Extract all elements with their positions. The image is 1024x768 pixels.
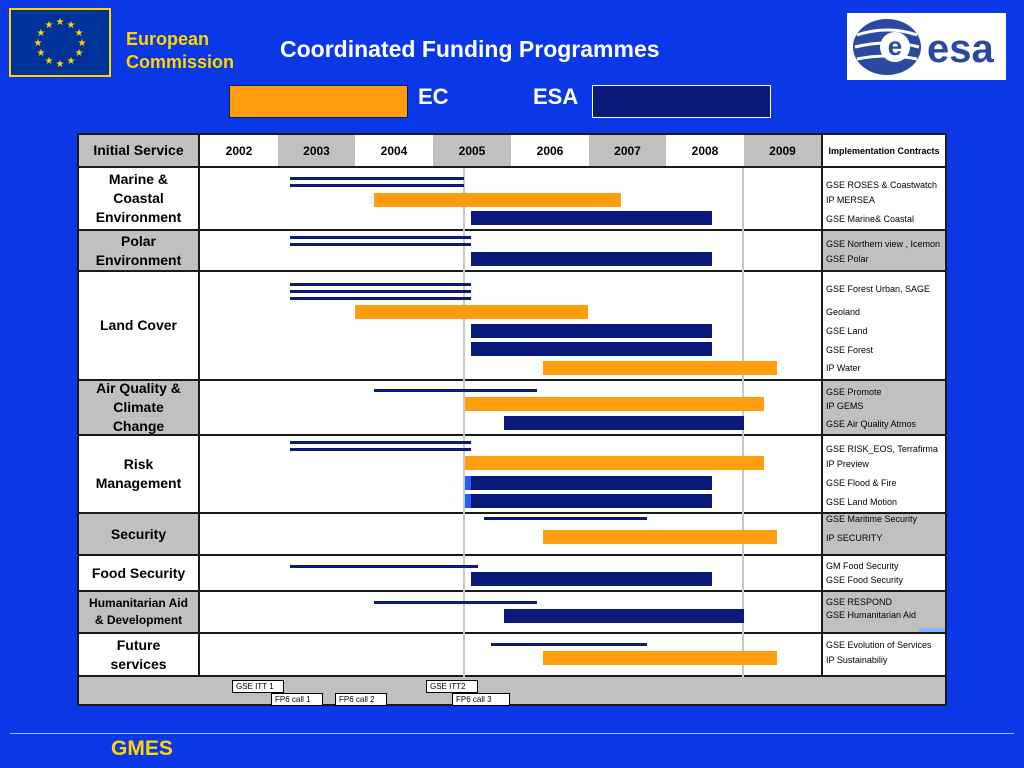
calls-row xyxy=(79,677,945,704)
row-contracts-air-quality xyxy=(821,381,945,436)
row-label-line: Climate xyxy=(113,399,164,415)
year-header: 2006 xyxy=(511,135,589,168)
accent-strip xyxy=(919,628,945,632)
eu-line-1: European xyxy=(126,29,210,49)
contract-label: IP Preview xyxy=(826,459,869,469)
contract-label: GSE RESPOND xyxy=(826,597,893,607)
row-label-line: Coastal xyxy=(113,190,164,206)
contract-label: GSE RISK_EOS, Terrafirma xyxy=(826,444,938,454)
legend-esa-swatch xyxy=(592,85,771,118)
row-label-line: Polar xyxy=(120,232,156,249)
contract-label: GSE Land Motion xyxy=(826,497,898,507)
bar-geoland xyxy=(355,305,588,319)
call-gse-itt-1: GSE ITT 1 xyxy=(232,680,284,693)
contract-label: IP Sustainabiliy xyxy=(826,655,888,665)
contract-label: Geoland xyxy=(826,307,861,317)
bar-ip-security xyxy=(543,530,777,544)
bar-gse-promote xyxy=(374,389,537,392)
contract-label: GSE Flood & Fire xyxy=(826,478,897,488)
call-gse-itt-2: GSE ITT2 xyxy=(426,680,478,693)
svg-text:★: ★ xyxy=(55,59,65,70)
bar-gse-roses-2 xyxy=(290,184,464,187)
row-contracts-future-services xyxy=(821,634,945,677)
year-header: 2003 xyxy=(278,135,355,168)
contract-label: GSE Land xyxy=(826,326,868,336)
svg-text:★: ★ xyxy=(74,48,84,59)
row-label-line: Food Security xyxy=(91,564,186,581)
row-label-line: Environment xyxy=(95,209,182,225)
row-label-food-security xyxy=(79,556,200,592)
row-label-line: Air Quality & xyxy=(96,380,181,396)
esa-wordmark: esa xyxy=(927,27,994,71)
bar-ip-sustainability xyxy=(543,651,777,665)
row-label-polar xyxy=(79,231,200,272)
svg-text:★: ★ xyxy=(36,28,46,39)
bar-ip-water xyxy=(543,361,777,375)
bar-gse-roses-1 xyxy=(290,177,464,180)
contract-label: GSE Air Quality Atmos xyxy=(826,419,917,429)
row-contracts-land-cover xyxy=(821,272,945,381)
svg-text:★: ★ xyxy=(36,48,46,59)
bar-gse-northern-view-1 xyxy=(290,236,471,239)
row-label-security xyxy=(79,514,200,556)
bar-gse-evolution xyxy=(491,643,647,646)
svg-text:★: ★ xyxy=(55,17,65,28)
svg-text:★: ★ xyxy=(74,28,84,39)
bar-gse-forest-urban-1 xyxy=(290,283,471,286)
row-label-land-cover xyxy=(79,272,200,381)
bar-gse-polar xyxy=(471,252,712,266)
bar-ip-mersea xyxy=(374,193,621,207)
contract-label: GSE Evolution of Services xyxy=(826,640,932,650)
row-label-line: Change xyxy=(112,418,165,434)
contract-label: GSE Forest xyxy=(826,345,874,355)
bar-ip-preview xyxy=(465,456,764,470)
gantt-table xyxy=(77,133,947,706)
year-header: 2007 xyxy=(589,135,666,168)
row-label-line: Land Cover xyxy=(99,317,177,333)
bar-gse-humanitarian-aid xyxy=(504,609,744,623)
eu-flag-logo xyxy=(9,8,111,77)
contract-label: GSE Polar xyxy=(826,254,869,264)
row-label-line: & Development xyxy=(94,613,183,627)
row-label-humanitarian xyxy=(79,592,200,634)
bar-gse-land-motion xyxy=(471,494,712,508)
year-header: 2004 xyxy=(355,135,433,168)
contract-label: GSE Maritime Security xyxy=(826,514,918,524)
svg-text:★: ★ xyxy=(44,56,54,67)
row-label-future-services xyxy=(79,634,200,677)
contract-label: GSE Humanitarian Aid xyxy=(826,610,917,620)
eu-stars-icon xyxy=(11,10,109,75)
bar-gse-forest-urban-2 xyxy=(290,290,471,293)
bar-gse-respond xyxy=(374,601,537,604)
footer-divider xyxy=(10,733,1014,734)
contract-label: GSE ROSES & Coastwatch xyxy=(826,180,938,190)
contract-label: GSE Promote xyxy=(826,387,882,397)
contract-label: GSE Northern view , Icemon xyxy=(826,239,941,249)
row-contracts-food-security xyxy=(821,556,945,592)
contract-label: GSE Forest Urban, SAGE xyxy=(826,284,931,294)
bar-ip-gems xyxy=(465,397,764,411)
row-contracts-marine xyxy=(821,168,945,231)
esa-globe-icon xyxy=(847,13,1006,80)
bar-gm-food-security xyxy=(290,565,478,568)
svg-text:★: ★ xyxy=(66,20,76,31)
contract-label: IP Water xyxy=(826,363,861,373)
bar-gse-northern-view-2 xyxy=(290,243,471,246)
bar-gse-air-quality xyxy=(504,416,744,430)
header-corner: Initial Service xyxy=(79,135,200,168)
bar-gse-forest-urban-3 xyxy=(290,297,471,300)
row-label-line: Risk xyxy=(123,456,154,472)
contract-label: IP GEMS xyxy=(826,401,864,411)
call-fp6-2: FP6 call 2 xyxy=(335,693,387,706)
contract-label: GSE Marine& Coastal xyxy=(826,214,915,224)
bar-gse-risk-eos-1 xyxy=(290,441,471,444)
svg-text:★: ★ xyxy=(33,38,43,49)
svg-text:★: ★ xyxy=(44,20,54,31)
row-label-line: Management xyxy=(95,475,182,491)
bar-gse-food-security xyxy=(471,572,712,586)
year-header: 2002 xyxy=(200,135,278,168)
year-header: 2009 xyxy=(744,135,821,168)
esa-logo xyxy=(847,13,1006,80)
svg-text:★: ★ xyxy=(66,56,76,67)
row-label-marine xyxy=(79,168,200,231)
year-header: 2005 xyxy=(433,135,511,168)
row-label-line: Environment xyxy=(95,251,182,268)
row-label-line: Humanitarian Aid xyxy=(89,596,188,610)
bar-gse-land xyxy=(471,324,712,338)
contract-label: IP MERSEA xyxy=(826,195,875,205)
eu-line-2: Commission xyxy=(126,52,235,72)
contract-label: IP SECURITY xyxy=(826,533,883,543)
legend-ec-label: EC xyxy=(418,84,449,109)
call-fp6-3: FP6 call 3 xyxy=(452,693,510,706)
legend-esa-label: ESA xyxy=(533,84,579,109)
row-contracts-security xyxy=(821,514,945,556)
row-label-line: Security xyxy=(110,525,167,542)
bar-gse-risk-eos-2 xyxy=(290,448,471,451)
call-fp6-1: FP6 call 1 xyxy=(271,693,323,706)
contract-label: GSE Food Security xyxy=(826,575,904,585)
row-label-air-quality xyxy=(79,381,200,436)
implementation-header: Implementation Contracts xyxy=(821,135,945,168)
bar-gse-marine xyxy=(471,211,712,225)
svg-text:★: ★ xyxy=(77,38,87,49)
row-label-line: Marine & xyxy=(108,171,169,187)
year-header: 2008 xyxy=(666,135,744,168)
row-label-line: services xyxy=(110,655,167,672)
svg-text:e: e xyxy=(887,31,903,61)
row-contracts-polar xyxy=(821,231,945,272)
bar-gse-forest xyxy=(471,342,712,356)
footer-gmes-label: GMES xyxy=(111,737,173,760)
bar-gse-maritime-security xyxy=(484,517,647,520)
row-contracts-risk xyxy=(821,436,945,514)
row-contracts-humanitarian xyxy=(821,592,945,634)
legend-ec-swatch xyxy=(229,85,408,118)
row-label-line: Future xyxy=(116,636,161,653)
bar-gse-flood-fire xyxy=(471,476,712,490)
eu-commission-label xyxy=(126,28,234,74)
row-label-risk xyxy=(79,436,200,514)
contract-label: GM Food Security xyxy=(826,561,899,571)
page-title: Coordinated Funding Programmes xyxy=(280,36,660,62)
